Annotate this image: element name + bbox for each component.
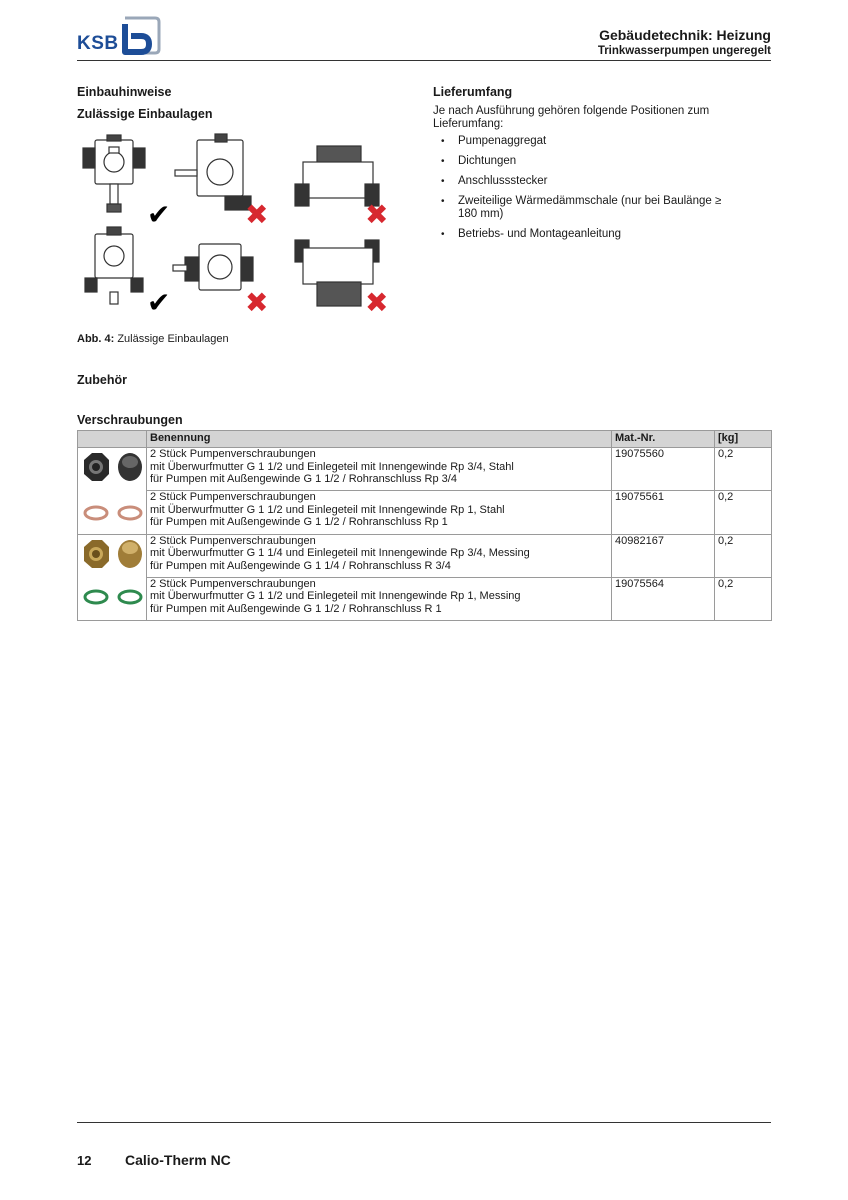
row-line: mit Überwurfmutter G 1 1/2 und Einlegeteil mit Innengewinde Rp 1, Stahl — [150, 503, 505, 516]
row-line: für Pumpen mit Außengewinde G 1 1/4 / Rohranschluss R 3/4 — [150, 559, 451, 572]
ksb-b-icon — [119, 16, 161, 56]
pump-drawing-upright-2 — [85, 227, 143, 304]
row-mat-nr: 19075564 — [612, 577, 715, 620]
row-mat-nr: 40982167 — [612, 534, 715, 577]
subsection-heading: Zulässige Einbaulagen — [77, 107, 213, 121]
ksb-logo — [77, 16, 167, 56]
scope-list — [441, 135, 761, 248]
row-weight: 0,2 — [715, 491, 772, 534]
brass-fittings-image — [78, 534, 147, 621]
scope-intro: Je nach Ausführung gehören folgende Positionen zum Lieferumfang: — [433, 105, 710, 130]
accessories-heading: Zubehör — [77, 373, 127, 387]
steel-nut-icon — [78, 448, 146, 530]
footer-rule — [77, 1122, 771, 1123]
scope-heading: Lieferumfang — [433, 85, 513, 99]
logo-text: KSB — [77, 33, 119, 54]
header-name-col: Benennung — [147, 431, 612, 448]
row-description — [147, 491, 612, 534]
fittings-table — [77, 430, 772, 621]
fittings-heading: Verschraubungen — [77, 413, 183, 427]
list-item: • Pumpenaggregat — [441, 135, 761, 148]
list-item: • Anschlussstecker — [441, 175, 761, 188]
header-subtitle: Trinkwasserpumpen ungeregelt — [597, 45, 771, 57]
product-name: Calio-Therm NC — [125, 1152, 231, 1168]
header-weight-col: [kg] — [715, 431, 772, 448]
pump-drawing-upright-1 — [83, 135, 145, 212]
steel-fittings-image — [78, 448, 147, 535]
page-number: 12 — [77, 1153, 92, 1168]
row-line: für Pumpen mit Außengewinde G 1 1/2 / Rohranschluss Rp 3/4 — [150, 473, 457, 485]
table-row — [78, 448, 772, 491]
not-ok-mark-4: ✖ — [365, 286, 389, 317]
not-ok-mark-3: ✖ — [245, 286, 269, 317]
list-item: • Dichtungen — [441, 155, 761, 168]
table-header-row — [78, 431, 772, 448]
row-line: für Pumpen mit Außengewinde G 1 1/2 / Rohranschluss R 1 — [150, 602, 442, 615]
row-description — [147, 534, 612, 577]
header-rule — [77, 60, 771, 61]
pump-drawing-horizontal-2 — [173, 244, 253, 290]
row-weight: 0,2 — [715, 534, 772, 577]
row-line: 2 Stück Pumpenverschraubungen — [150, 577, 316, 590]
installation-positions-figure — [77, 132, 397, 317]
brass-nut-icon — [78, 535, 146, 617]
row-weight: 0,2 — [715, 448, 772, 491]
row-line: mit Überwurfmutter G 1 1/2 und Einlegeteil mit Innengewinde Rp 3/4, Stahl — [150, 460, 514, 473]
not-ok-mark-1: ✖ — [245, 198, 269, 231]
row-weight: 0,2 — [715, 577, 772, 620]
ok-mark-2: ✔ — [147, 286, 171, 317]
table-row — [78, 491, 772, 534]
table-row — [78, 534, 772, 577]
row-line: mit Überwurfmutter G 1 1/2 und Einlegeteil mit Innengewinde Rp 1, Messing — [150, 590, 521, 603]
row-description — [147, 448, 612, 491]
header-image-col — [78, 431, 147, 448]
row-line: 2 Stück Pumpenverschraubungen — [150, 448, 316, 460]
pump-drawing-horizontal-1 — [175, 134, 251, 210]
figure-caption — [77, 333, 229, 345]
pump-drawing-top-1 — [295, 146, 379, 206]
row-line: 2 Stück Pumpenverschraubungen — [150, 534, 316, 547]
row-description — [147, 577, 612, 620]
caption-text: Zulässige Einbaulagen — [114, 333, 229, 345]
caption-prefix: Abb. 4: — [77, 333, 115, 345]
ok-mark-1: ✔ — [147, 198, 171, 231]
row-line: für Pumpen mit Außengewinde G 1 1/2 / Rohranschluss Rp 1 — [150, 516, 448, 529]
list-item: • Zweiteilige Wärmedämmschale (nur bei Baulänge ≥ 180 mm) — [441, 195, 743, 221]
row-mat-nr: 19075561 — [612, 491, 715, 534]
header-mat-col: Mat.-Nr. — [612, 431, 715, 448]
table-row — [78, 577, 772, 620]
not-ok-mark-2: ✖ — [365, 198, 389, 231]
row-line: 2 Stück Pumpenverschraubungen — [150, 491, 316, 504]
header-title: Gebäudetechnik: Heizung — [599, 27, 771, 43]
list-item: • Betriebs- und Montageanleitung — [441, 228, 761, 241]
row-line: mit Überwurfmutter G 1 1/4 und Einlegeteil mit Innengewinde Rp 3/4, Messing — [150, 547, 530, 559]
section-heading: Einbauhinweise — [77, 85, 172, 99]
row-mat-nr: 19075560 — [612, 448, 715, 491]
